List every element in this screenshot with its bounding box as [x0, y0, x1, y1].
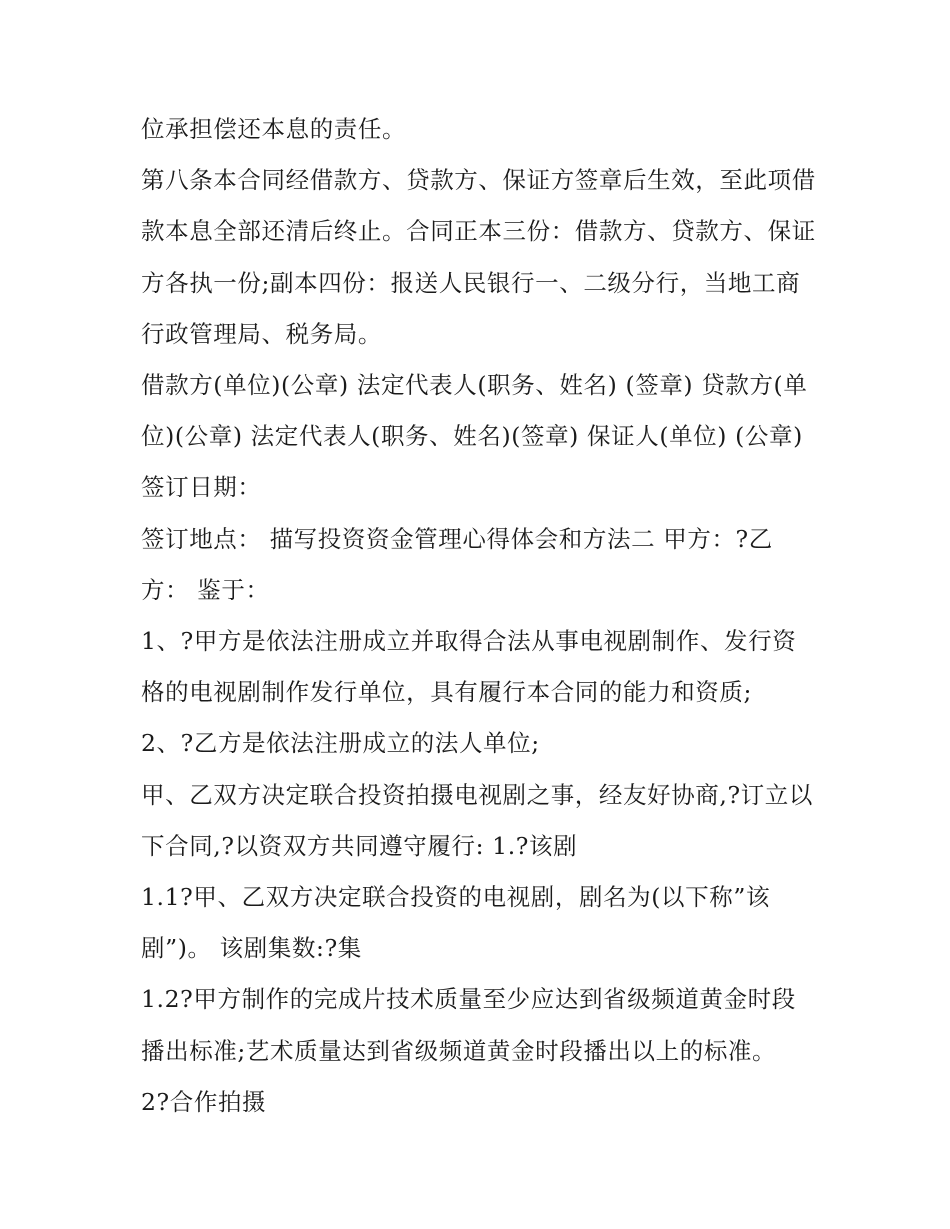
paragraph-signatures: 借款方(单位)(公章) 法定代表人(职务、姓名) (签章) 贷款方(单位)(公章) 法定代表人(职务、姓名)(签章) 保证人(单位) (公章) 签订日期： — [141, 371, 808, 502]
paragraph-article-8: 第八条本合同经借款方、贷款方、保证方签章后生效，至此项借款本息全部还清后终止。合同正本三份：借款方、贷款方、保证方各执一份;副本四份：报送人民银行一、二级分行，当地工商行政管理局、税务局。 — [141, 166, 816, 348]
paragraph-signing-place: 签订地点： 描写投资资金管理心得体会和方法二 甲方：?乙方： 鉴于： — [141, 524, 773, 604]
paragraph-clause-1-2: 1.2?甲方制作的完成片技术质量至少应达到省级频道黄金时段播出标准;艺术质量达到省级频道黄金时段播出以上的标准。 — [141, 985, 796, 1065]
paragraph-party-b: 2、?乙方是依法注册成立的法人单位; — [141, 729, 540, 758]
paragraph-clause-2: 2?合作拍摄 — [141, 1087, 267, 1116]
paragraph-clause-1-1: 1.1?甲、乙双方决定联合投资的电视剧，剧名为(以下称”该剧”)。 该剧集数:?集 — [141, 883, 771, 963]
paragraph-agreement: 甲、乙双方决定联合投资拍摄电视剧之事，经友好协商,?订立以下合同,?以资双方共同遵守履行: 1.?该剧 — [141, 780, 813, 860]
paragraph-liability: 位承担偿还本息的责任。 — [141, 115, 407, 143]
document-body — [141, 104, 816, 1128]
paragraph-party-a: 1、?甲方是依法注册成立并取得合法从事电视剧制作、发行资格的电视剧制作发行单位，具有履行本合同的能力和资质; — [141, 627, 797, 707]
